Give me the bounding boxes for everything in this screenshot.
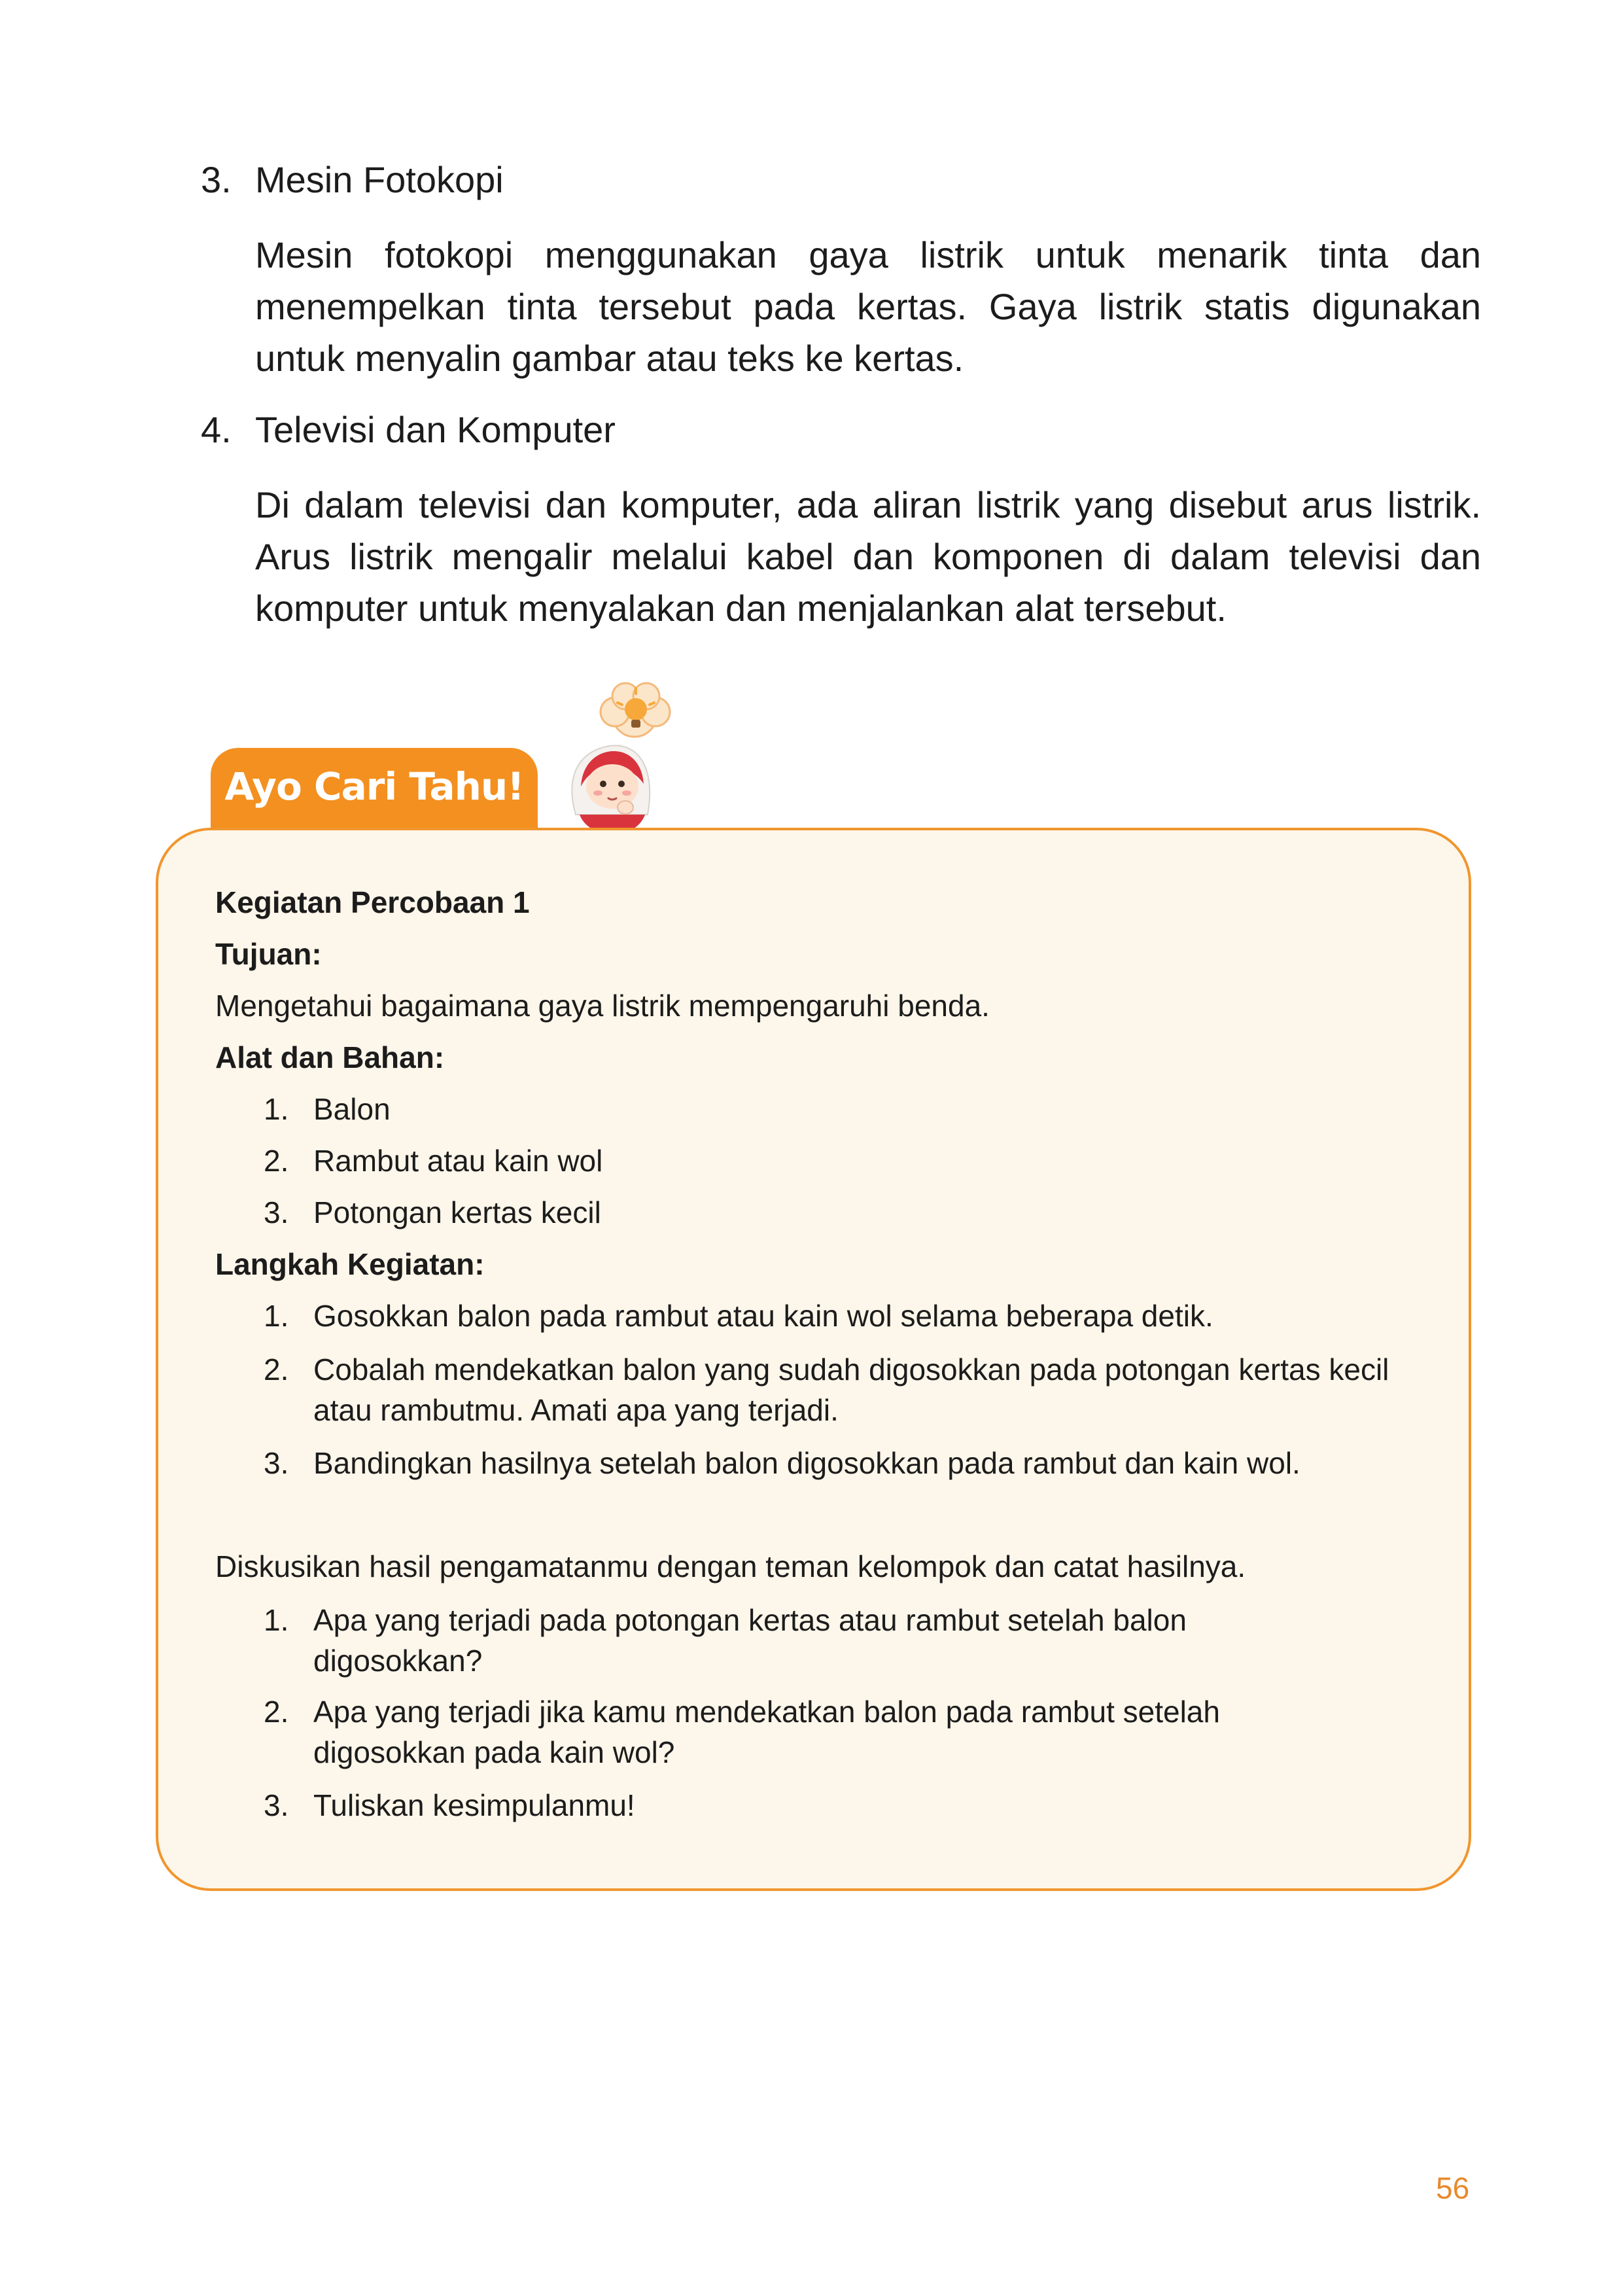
steps-label: Langkah Kegiatan: bbox=[215, 1247, 485, 1281]
question-item: Apa yang terjadi pada potongan kertas atau rambut setelah balon digosokkan? bbox=[313, 1603, 1187, 1678]
list-item-number: 2. bbox=[264, 1695, 289, 1729]
section-title: Televisi dan Komputer bbox=[255, 409, 616, 450]
activity-tab-label: Ayo Cari Tahu! bbox=[224, 764, 524, 809]
list-item-number: 2. bbox=[264, 1144, 289, 1178]
discussion-intro: Diskusikan hasil pengamatanmu dengan teman kelompok dan catat hasilnya. bbox=[215, 1549, 1246, 1583]
materials-label: Alat dan Bahan: bbox=[215, 1040, 445, 1074]
list-item-number: 1. bbox=[264, 1603, 289, 1637]
section-title: Mesin Fotokopi bbox=[255, 159, 504, 200]
section-number: 4. bbox=[201, 409, 232, 450]
material-item: Potongan kertas kecil bbox=[313, 1195, 601, 1229]
page-number: 56 bbox=[1436, 2171, 1470, 2205]
step-item: Cobalah mendekatkan balon yang sudah digosokkan pada potongan kertas kecil atau rambutmu. Amati apa yang terjadi. bbox=[313, 1352, 1389, 1427]
list-item-number: 3. bbox=[264, 1788, 289, 1822]
material-item: Rambut atau kain wol bbox=[313, 1144, 603, 1178]
step-item: Gosokkan balon pada rambut atau kain wol selama beberapa detik. bbox=[313, 1299, 1213, 1333]
section-paragraph: Di dalam televisi dan komputer, ada aliran listrik yang disebut arus listrik. Arus listrik mengalir melalui kabel dan komponen di dalam televisi dan komputer untuk menyalakan dan menjalankan alat tersebut. bbox=[255, 484, 1481, 629]
purpose-text: Mengetahui bagaimana gaya listrik mempengaruhi benda. bbox=[215, 989, 990, 1023]
list-item-number: 1. bbox=[264, 1299, 289, 1333]
material-item: Balon bbox=[313, 1092, 391, 1126]
question-item: Tuliskan kesimpulanmu! bbox=[313, 1788, 635, 1822]
step-item: Bandingkan hasilnya setelah balon digosokkan pada rambut dan kain wol. bbox=[313, 1446, 1300, 1480]
list-item-number: 2. bbox=[264, 1352, 289, 1386]
list-item-number: 1. bbox=[264, 1092, 289, 1126]
list-item-number: 3. bbox=[264, 1446, 289, 1480]
section-paragraph: Mesin fotokopi menggunakan gaya listrik untuk menarik tinta dan menempelkan tinta tersebut pada kertas. Gaya listrik statis digunakan untuk menyalin gambar atau teks ke kertas. bbox=[255, 234, 1481, 379]
activity-tab bbox=[211, 748, 538, 830]
list-item-number: 3. bbox=[264, 1195, 289, 1229]
girl-with-lightbulb-thought-icon bbox=[557, 674, 701, 834]
activity-title: Kegiatan Percobaan 1 bbox=[215, 885, 530, 919]
section-number: 3. bbox=[201, 159, 232, 200]
purpose-label: Tujuan: bbox=[215, 937, 322, 971]
question-item: Apa yang terjadi jika kamu mendekatkan balon pada rambut setelah digosokkan pada kain wol? bbox=[313, 1695, 1220, 1769]
